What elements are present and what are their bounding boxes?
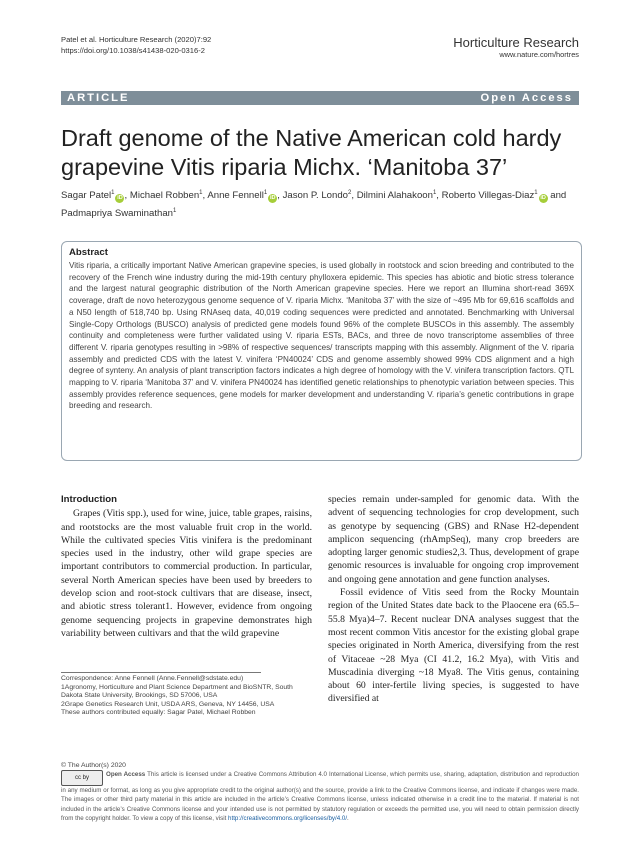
abstract-box <box>61 241 582 461</box>
license-heading: Open Access <box>106 771 146 778</box>
author-affiliation-sup: 1 <box>432 190 437 196</box>
author-name[interactable]: Sagar Patel <box>61 190 112 202</box>
author-affiliation-sup: 1 <box>263 190 268 196</box>
abstract-text: Vitis riparia, a critically important Native American grapevine species, is used globally in rootstock and scion breeding and contributed to the recovery of the French wine industry during the mid-19th century phylloxera epidemic. This species has abiotic and biotic stress tolerance and the largest natural geographic distribution of the North American grapevine species. Here we report an Illumina short-read 369X coverage, draft de novo heterozygous genome sequence of V. riparia Michx. ‘Manitoba 37’ with the size of ~495 Mb for 69,616 scaffolds and a N50 length of 518,740 bp. Using RNAseq data, 40,019 coding sequences were predicted and annotated. Benchmarking with Universal Single-Copy Orthologs (BUSCO) analysis of predicted gene models found 96% of the complete BUSCOs in this assembly. The assembly continuity and completeness were further validated using V. riparia ESTs, BACs, and three de novo transcriptome assemblies of three different V. riparia genotypes resulting in >98% of respective sequences/ transcripts mapping with this assembly. Alignment of the V. riparia assembly and predicted CDS with the latest V. vinifera ‘PN40024’ CDS and genome assembly showed 99% CDS alignment and a high degree of synteny. An analysis of plant transcription factors indicates a high degree of homology with the V. vinifera transcription factors. QTL mapping to V. riparia ‘Manitoba 37’ and V. vinifera PN40024 has identified genetic relationships to phenotypic variation between species. This assembly provides reference sequences, gene models for marker development and understanding V. riparia’s genetic contributions in grape breeding and research. <box>69 261 574 411</box>
intro-paragraph-3: Fossil evidence of Vitis seed from the Rocky Mountain region of the United States date back to the Plaocene era (65.5–55.8 Mya)4–7. Recent nuclear DNA analyses suggest that the most recent common Vitis ancestor for the existing global grape species originated in North America, diversifying from the rest of Vitaceae ~28 Mya (CI 41.2, 16.2 Mya), with Vitis and Muscadinia diverging ~18 Mya8. The Vitis genus, containing about 60 inter-fertile living species, is suggested to have diversified at <box>328 587 579 705</box>
article-banner <box>61 91 579 105</box>
author-affiliation-sup: 1 <box>173 207 177 214</box>
license-url-link[interactable]: http://creativecommons.org/licenses/by/4.0/ <box>228 814 348 822</box>
abstract-heading: Abstract <box>69 247 108 258</box>
author-name[interactable]: Roberto Villegas-Diaz <box>441 190 535 202</box>
author-name[interactable]: Padmapriya Swaminathan <box>61 207 173 219</box>
column-left <box>61 493 312 640</box>
intro-paragraph-1: Grapes (Vitis spp.), used for wine, juice, table grapes, raisins, and rootstocks are the most valuable fruit crop in the world. While the cultivated species Vitis vinifera is the predominant species used in the industry, other wild grape species are important contributors to commercial production. In particular, several North American species have been used by breeders to develop scion and root-stock cultivars that are disease, insect, and abiotic stress tolerant1. However, evidence from ongoing genome sequencing projects in grapevine demonstrates high variability between cultivars and that the wild grapevine <box>61 508 312 639</box>
copyright-line: © The Author(s) 2020 <box>61 762 126 769</box>
orcid-icon[interactable]: iD <box>117 195 123 202</box>
orcid-icon[interactable]: iD <box>269 195 276 202</box>
article-type-label: ARTICLE <box>67 92 130 104</box>
cc-by-badge-icon: cc by <box>61 770 103 786</box>
author-name[interactable]: Michael Robben <box>129 190 200 202</box>
author-affiliation-sup: 1 <box>199 190 203 196</box>
author-affiliation-sup: 2 <box>348 190 352 196</box>
journal-site-link[interactable]: www.nature.com/hortres <box>499 50 579 59</box>
orcid-icon[interactable]: iD <box>540 195 546 202</box>
journal-header <box>453 35 579 60</box>
footnote-divider <box>61 672 261 673</box>
section-heading-introduction: Introduction <box>61 494 117 505</box>
author-name[interactable]: Anne Fennell <box>207 190 264 202</box>
running-header <box>61 34 211 56</box>
license-text: cc by Open Access This article is licensed under a Creative Commons Attribution 4.0 International License, which permits use, sharing, adaptation, distribution and reproduction in any medium or format, as long as you give appropriate credit to the original author(s) and the source, provide a link to the Creative Commons license, and indicate if changes were made. The images or other third party material in this article are included in the article’s Creative Commons license, unless indicated otherwise in a credit line to the material. If material is not included in the article’s Creative Commons license and your intended use is not permitted by statutory regulation or exceeds the permitted use, you will need to obtain permission directly from the copyright holder. To view a copy of this license, visit http://creativecommons.org/licenses/by/4.0/. <box>61 771 579 822</box>
author-affiliation-sup: 1 <box>111 190 115 196</box>
footnotes <box>61 675 316 718</box>
doi-link[interactable]: https://doi.org/10.1038/s41438-020-0316-2 <box>61 46 205 55</box>
affiliation-1: 1Agronomy, Horticulture and Plant Science Department and BioSNTR, South Dakota State University, Brookings, SD 57006, USA <box>61 683 293 699</box>
license-body: This article is licensed under a Creative Commons Attribution 4.0 International License, which permits use, sharing, adaptation, distribution and reproduction in any medium or format, as long as you give appropriate credit to the original author(s) and the source, provide a link to the Creative Commons license, and indicate if changes were made. The images or other third party material in this article are included in the article’s Creative Commons license, unless indicated otherwise in a credit line to the material. If material is not included in the article’s Creative Commons license and your intended use is not permitted by statutory regulation or exceeds the permitted use, you will need to obtain permission directly from the copyright holder. To view a copy of this license, visit <box>61 771 579 822</box>
affiliation-2: 2Grape Genetics Research Unit, USDA ARS, Geneva, NY 14456, USA <box>61 700 275 708</box>
article-title: Draft genome of the Native American cold hardy grapevine Vitis riparia Michx. ‘Manitoba 37’ <box>61 125 562 180</box>
journal-name: Horticulture Research <box>453 35 579 50</box>
author-affiliation-sup: 1 <box>534 190 538 196</box>
column-right <box>328 493 579 706</box>
open-access-label: Open Access <box>480 92 573 104</box>
equal-contribution-note: These authors contributed equally: Sagar Patel, Michael Robben <box>61 709 256 716</box>
correspondence-note: Correspondence: Anne Fennell (Anne.Fennell@sdstate.edu) <box>61 675 244 682</box>
intro-paragraph-2: species remain under-sampled for genomic data. With the advent of sequencing technologies for crop development, such as genotype by sequencing (GBS) and RNase H2-dependent amplicon sequencing (rhAmpSeq), many crop breeders are adopting larger genomic studies2,3. Thus, development of grape genomic resources is invaluable for ongoing crop improvement and ongoing gene annotation and gene function analyses. <box>328 494 579 585</box>
author-name[interactable]: Dilmini Alahakoon <box>356 190 433 202</box>
author-name[interactable]: Jason P. Londo <box>282 190 348 202</box>
citation-line: Patel et al. Horticulture Research (2020)7:92 <box>61 35 212 44</box>
author-list: Sagar Patel$^1$iD , Michael Robben$^1$, Anne Fennell$^1$iD , Jason P. Londo$^2$, Dilmini Alahakoon$^1$, Roberto Villegas-Diaz$^1$iD and Padmapriya Swaminathan$^1$ <box>61 190 567 219</box>
